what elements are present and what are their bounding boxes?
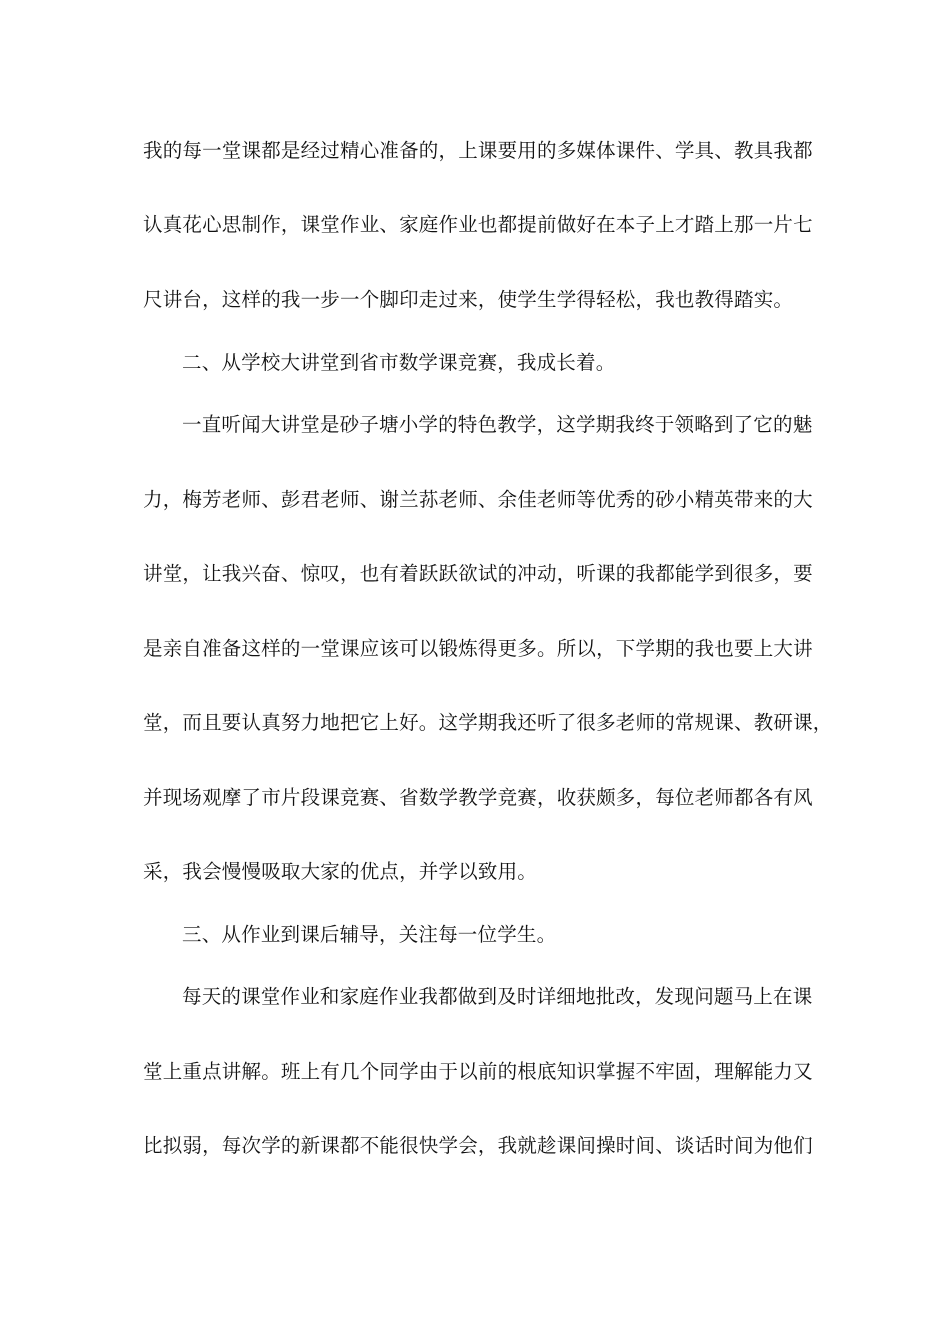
- text-line: 一直听闻大讲堂是砂子塘小学的特色教学，这学期我终于领略到了它的魅: [182, 413, 813, 436]
- text-line: 并现场观摩了市片段课竞赛、省数学教学竞赛，收获颇多，每位老师都各有风: [143, 786, 813, 809]
- text-line: 我的每一堂课都是经过精心准备的，上课要用的多媒体课件、学具、教具我都: [143, 139, 813, 162]
- text-line: 堂上重点讲解。班上有几个同学由于以前的根底知识掌握不牢固，理解能力又: [143, 1060, 813, 1083]
- text-line: 是亲自准备这样的一堂课应该可以锻炼得更多。所以，下学期的我也要上大讲: [143, 637, 813, 660]
- section-heading: 三、从作业到课后辅导，关注每一位学生。: [182, 923, 557, 946]
- text-line: 采，我会慢慢吸取大家的优点，并学以致用。: [143, 860, 538, 883]
- text-line: 讲堂，让我兴奋、惊叹，也有着跃跃欲试的冲动，听课的我都能学到很多，要: [143, 562, 813, 585]
- text-line: 每天的课堂作业和家庭作业我都做到及时详细地批改，发现问题马上在课: [182, 985, 813, 1008]
- text-line: 认真花心思制作，课堂作业、家庭作业也都提前做好在本子上才踏上那一片七: [143, 213, 813, 236]
- text-line: 比拟弱，每次学的新课都不能很快学会，我就趁课间操时间、谈话时间为他们: [143, 1134, 813, 1157]
- text-line: 尺讲台，这样的我一步一个脚印走过来，使学生学得轻松，我也教得踏实。: [143, 288, 794, 311]
- text-line: 堂，而且要认真努力地把它上好。这学期我还听了很多老师的常规课、教研课，: [143, 711, 833, 734]
- text-line: 力，梅芳老师、彭君老师、谢兰荪老师、余佳老师等优秀的砂小精英带来的大: [143, 488, 813, 511]
- section-heading: 二、从学校大讲堂到省市数学课竞赛，我成长着。: [182, 351, 616, 374]
